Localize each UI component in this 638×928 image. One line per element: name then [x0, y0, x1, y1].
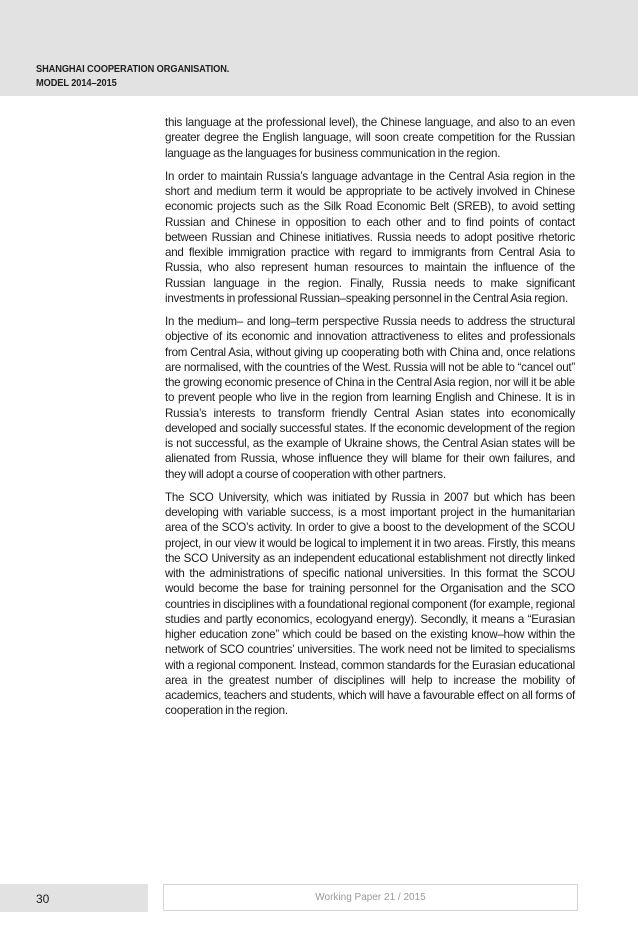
- paragraph-2: In order to maintain Russia’s language advantage in the Central Asia region in the short and medium term it would be appropriate to be actively involved in Chinese economic projects such as the Silk Road Economic Belt (SREB), to avoid setting Russian and Chinese in opposition to each other and to find points of contact between Russian and Chinese initiatives. Russia needs to adopt positive rhetoric and flexible immigration practice with regard to immigrants from Central Asia to Russia, who also represent human resources to maintain the influence of the Russian language in the region. Finally, Russia needs to make significant investments in professional Russian–speaking personnel in the Central Asia region.: [165, 169, 575, 305]
- footer-label: Working Paper 21 / 2015: [315, 892, 426, 903]
- paragraph-1: this language at the professional level), the Chinese language, and also to an even greater degree the English language, will soon create competition for the Russian language as the languages for business communication in the region.: [165, 116, 575, 160]
- footer-page-box: [0, 884, 148, 912]
- page-number: 30: [36, 892, 50, 906]
- paragraph-4: The SCO University, which was initiated by Russia in 2007 but which has been developing with variable success, is a most important project in the humanitarian area of the SCO’s activity. In order to give a boost to the development of the SCOU project, in our view it would be logical to implement it in two areas. Firstly, this means the SCO University as an independent educational establishment not directly linked with the administrations of specific national universities. In this format the SCOU would become the base for training personnel for the Organisation and the SCO countries in disciplines with a foundational regional component (for example, regional studies and partly economics, ecologyand energy). Secondly, it means a “Eurasian higher education zone” which could be based on the existing know–how within the network of SCO countries’ universities. The work need not be limited to specialisms with a regional component. Instead, common standards for the Eurasian educational area in the greatest number of disciplines will help to increase the mobility of academics, teachers and students, which will have a favourable effect on all forms of cooperation in the region.: [165, 490, 575, 718]
- body-text: [165, 115, 575, 727]
- running-header: [36, 62, 229, 90]
- paragraph-3: In the medium– and long–term perspective Russia needs to address the structural objective of its economic and innovation attractiveness to elites and professionals from Central Asia, without giving up cooperating both with China and, once relations are normalised, with the countries of the West. Russia will not be able to “cancel out” the growing economic presence of China in the Central Asia region, nor will it be able to prevent people who live in the region from learning English and Chinese. It is in Russia’s interests to transform friendly Central Asian states into economically developed and socially successful states. If the economic development of the region is not successful, as the example of Ukraine shows, the Central Asian states will be alienated from Russia, whose influence they will blame for their own failures, and they will adopt a course of cooperation with other partners.: [165, 315, 575, 481]
- running-header-subtitle: MODEL 2014–2015: [36, 77, 117, 89]
- running-header-title: SHANGHAI COOPERATION ORGANISATION.: [36, 63, 230, 75]
